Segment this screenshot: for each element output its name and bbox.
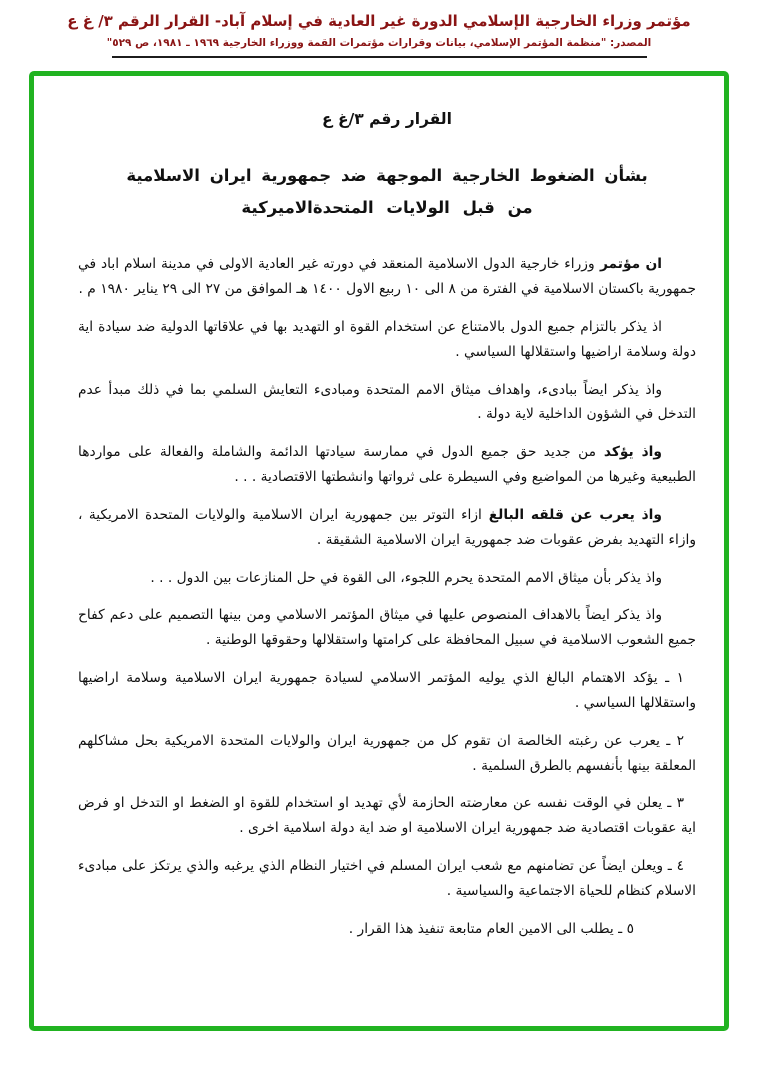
paragraph-text: من جديد حق جميع الدول في ممارسة سيادتها الدائمة والشاملة والفعالة على مواردها الطبيعية وغيرها من المواضيع وفي السيطرة على ثرواتها وانشطتها الاقتصادية . . .	[78, 444, 696, 486]
header-title: مؤتمر وزراء الخارجية الإسلامي الدورة غير العادية في إسلام آباد- القرار الرقم ٣/ غ ع	[67, 12, 691, 30]
preamble-paragraph	[78, 566, 696, 591]
header-source: المصدر: "منظمة المؤتمر الإسلامي، بيانات وقرارات مؤتمرات القمة ووزراء الخارجية ١٩٦٩ ـ ١٩٨١، ص ٥٢٩"	[106, 37, 652, 49]
resolution-item-5	[78, 917, 696, 942]
resolution-item-3	[78, 791, 696, 841]
paragraph-lead: واذ يؤكد	[596, 444, 662, 461]
paragraph-text: واذ يذكر ايضاً بالاهداف المنصوص عليها في ميثاق المؤتمر الاسلامي ومن بينها التصميم على دعم كفاح جميع الشعوب الاسلامية في سبيل المحافظة على كرامتها واستقلالها وحقوقها الوطنية .	[78, 607, 696, 649]
item-text: ٢ ـ يعرب عن رغبته الخالصة ان تقوم كل من جمهورية ايران والولايات المتحدة الامريكية بحل مشاكلهم المعلقة بينها بأنفسهم بالطرق السلمية .	[78, 732, 696, 774]
paragraph-text: اذ يذكر بالتزام جميع الدول بالامتناع عن استخدام القوة او التهديد بها في علاقاتها الدولية ضد سيادة اية دولة وسلامة اراضيها واستقلالها السياسي .	[78, 319, 696, 360]
preamble-paragraph	[78, 503, 696, 553]
resolution-item-1	[78, 666, 696, 716]
preamble-paragraph	[78, 440, 696, 490]
item-text: ٥ ـ يطلب الى الامين العام متابعة تنفيذ هذا القرار .	[348, 920, 634, 937]
resolution-item-2	[78, 729, 696, 779]
paragraph-text: ازاء التوتر بين جمهورية ايران الاسلامية والولايات المتحدة الامريكية ، وازاء التهديد بفرض عقوبات ضد جمهورية ايران الاسلامية الشقيقة .	[78, 506, 696, 548]
paragraph-text: واذ يذكر بأن ميثاق الامم المتحدة يحرم اللجوء، الى القوة في حل المنازعات بين الدول . . .	[150, 569, 662, 586]
paragraph-lead: واذ يعرب عن قلقه البالغ	[481, 506, 662, 523]
item-text: ١ ـ يؤكد الاهتمام البالغ الذي يوليه المؤتمر الاسلامي لسيادة جمهورية ايران الاسلامية وسلامة اراضيها واستقلالها السياسي .	[78, 670, 696, 711]
preamble-paragraph	[78, 315, 696, 365]
item-text: ٣ ـ يعلن في الوقت نفسه عن معارضته الحازمة لأي تهديد او استخدام للقوة او الضغط او التدخل او فرض اية عقوبات اقتصادية ضد جمهورية ايران الاسلامية او ضد اية دولة اسلامية اخرى .	[78, 795, 696, 837]
preamble-paragraph	[78, 378, 696, 428]
preamble-paragraph	[78, 603, 696, 653]
paragraph-text: وزراء خارجية الدول الاسلامية المنعقد في دورته غير العادية الاولى في مدينة اسلام اباد في جمهورية باكستان الاسلامية في الفترة من ٨ الى ١٠ ربيع الاول ١٤٠٠ هـ الموافق من ٢٧ الى ٢٩ يناير ١٩٨٠ م .	[78, 256, 696, 298]
header-divider	[112, 56, 647, 58]
subject-line-2: من قبل الولايات المتحدةالاميركية	[241, 198, 533, 218]
preamble-paragraph	[78, 252, 696, 302]
paragraph-text: واذ يذكر ايضاً ببادىء، واهداف ميثاق الامم المتحدة ومبادىء التعايش السلمي بما في ذلك مبدأ عدم التدخل في الشؤون الداخلية لاية دولة .	[78, 381, 696, 423]
item-text: ٤ ـ ويعلن ايضاً عن تضامنهم مع شعب ايران المسلم في اختيار النظام الذي يرغبه والذي يرتكز على مبادىء الاسلام كنظام للحياة الاجتماعية والسياسية .	[78, 858, 696, 899]
document-frame	[29, 71, 729, 1031]
resolution-item-4	[78, 854, 696, 904]
document-header	[0, 0, 758, 58]
subject-line-1: بشأن الضغوط الخارجية الموجهة ضد جمهورية ايران الاسلامية	[126, 166, 648, 185]
paragraph-lead: ان مؤتمر	[594, 256, 662, 273]
resolution-body	[78, 252, 696, 941]
resolution-subject-title	[78, 160, 696, 224]
resolution-number-title: القرار رقم ٣/غ ع	[322, 110, 452, 128]
